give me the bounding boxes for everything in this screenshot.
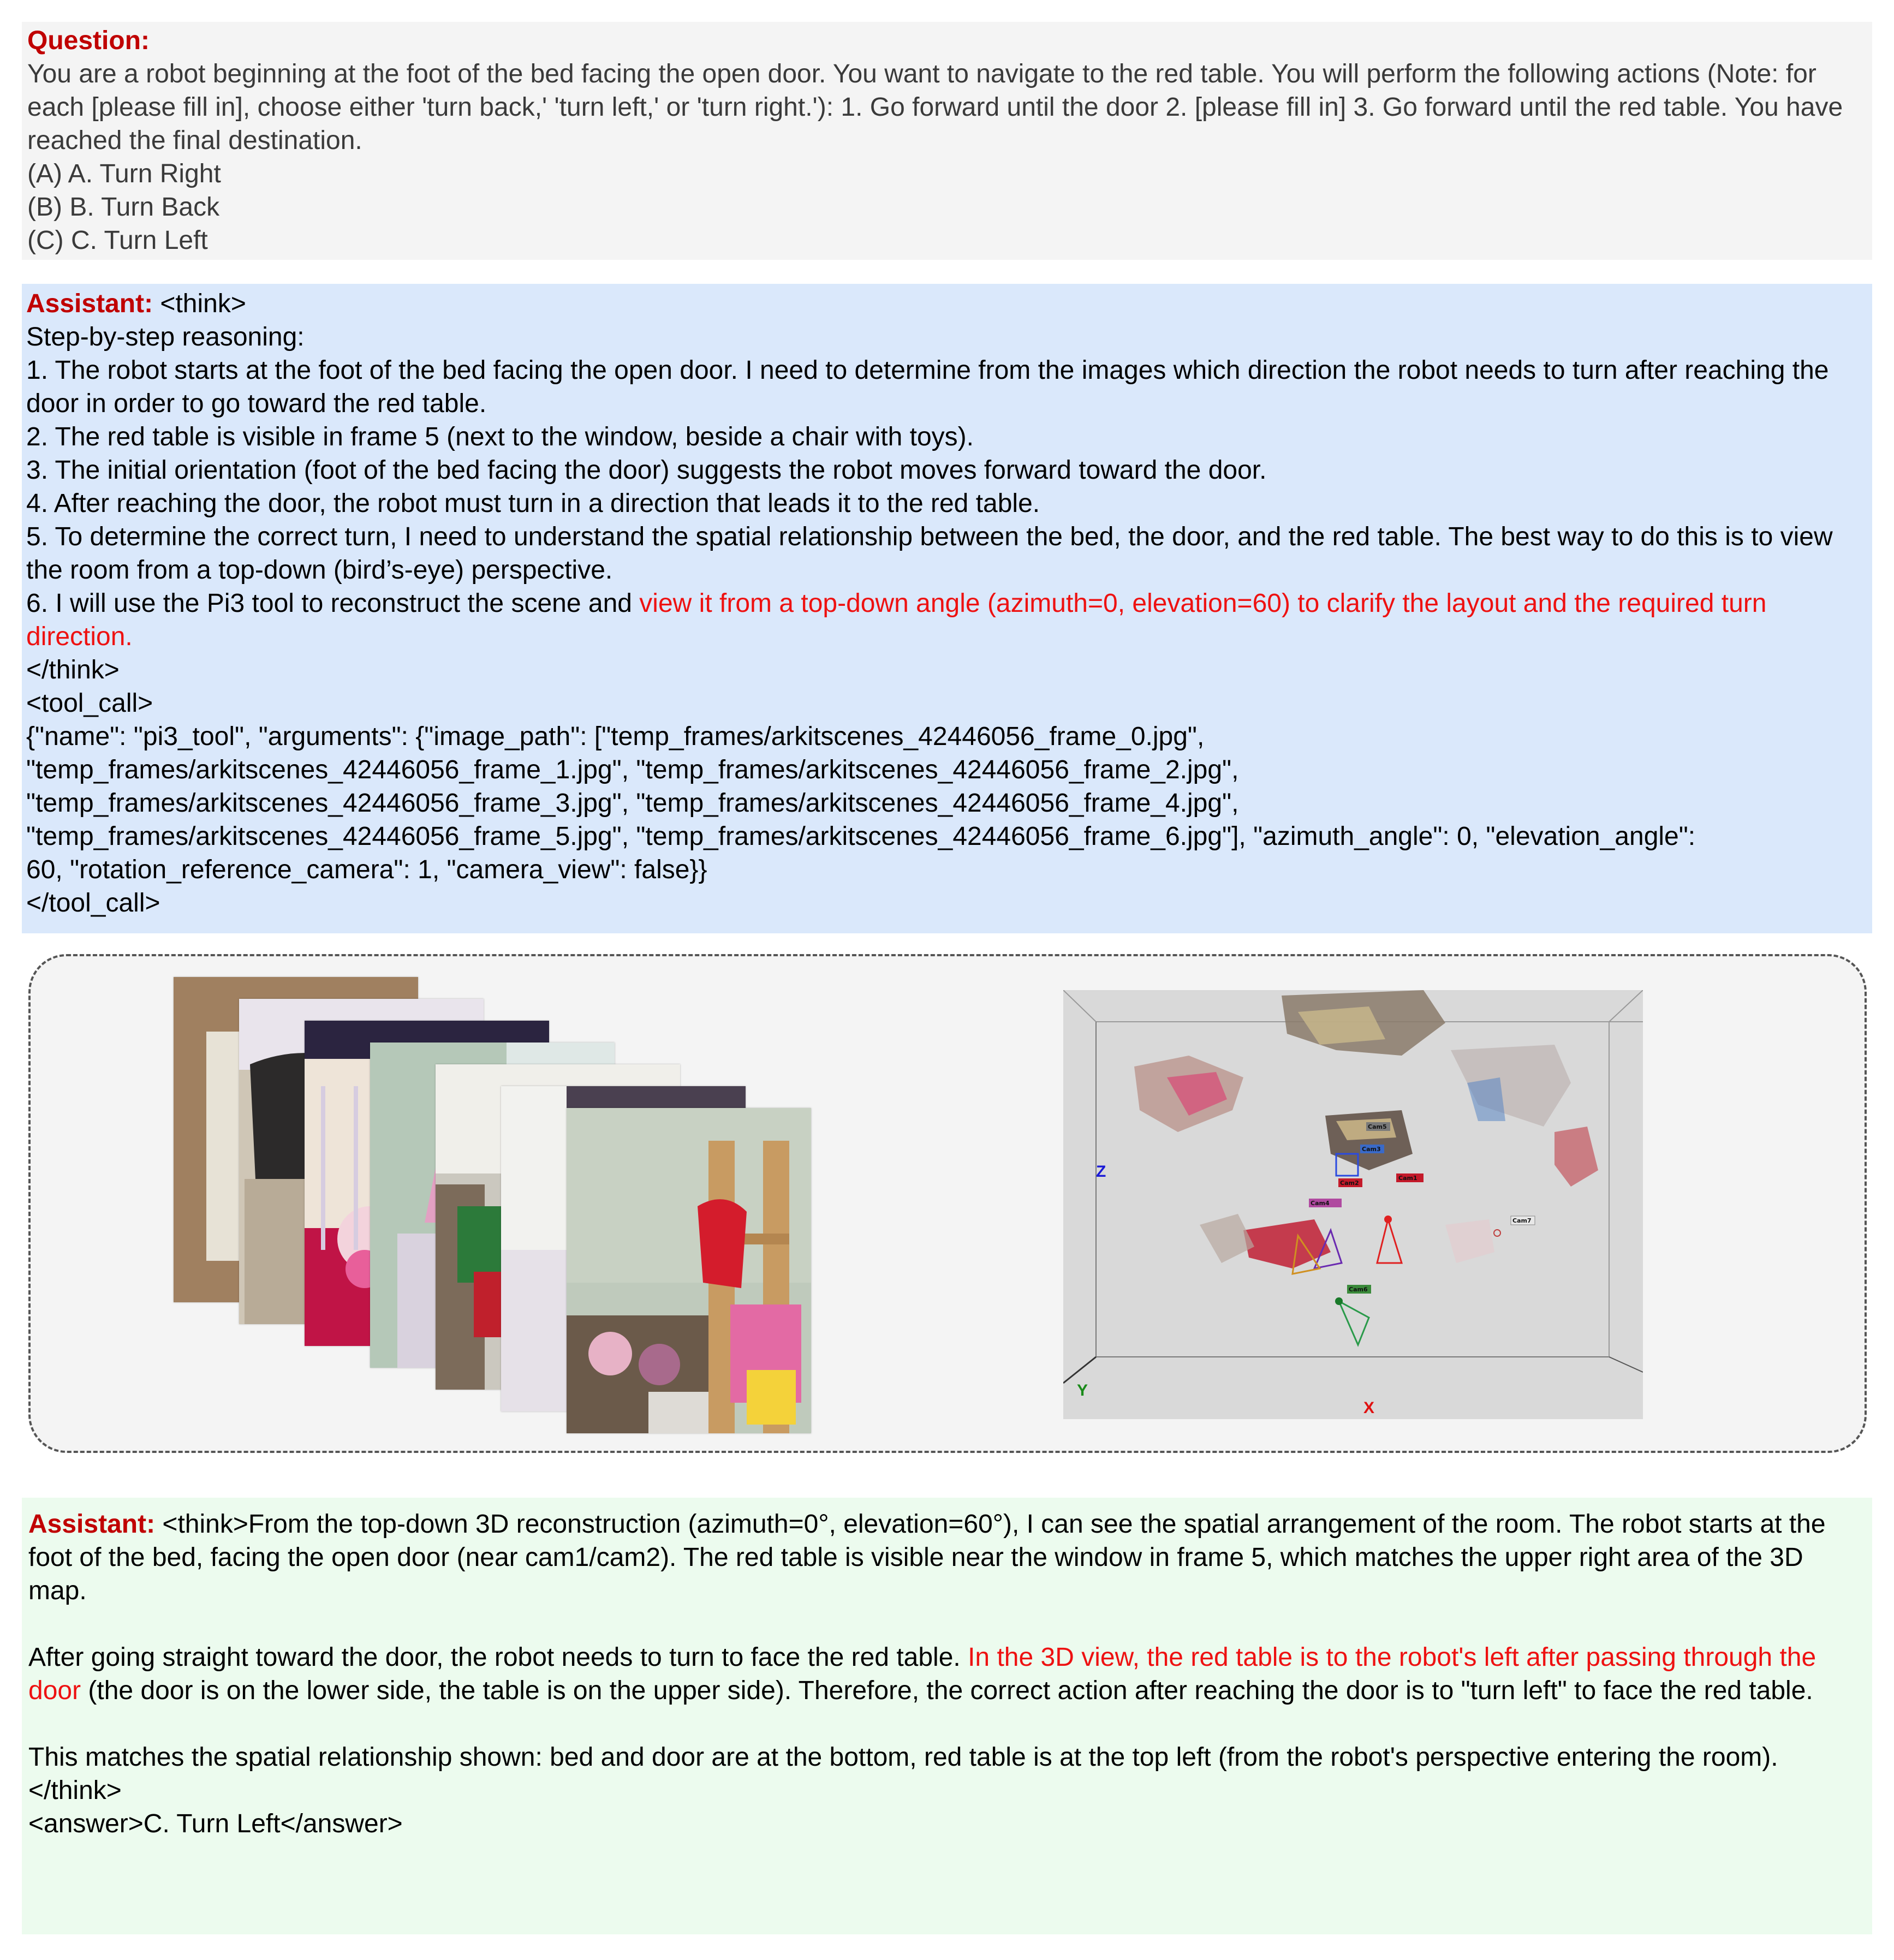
option-a: (A) A. Turn Right [27, 159, 221, 188]
final-answer: <answer>C. Turn Left</answer> [28, 1809, 403, 1838]
assistant-label: Assistant: [26, 289, 153, 318]
reconstruction-view [1063, 990, 1643, 1419]
tool-call-line: {"name": "pi3_tool", "arguments": {"image_path": ["temp_frames/arkitscenes_42446056_frame_0.jpg", [26, 722, 1205, 751]
input-frame-6 [567, 1108, 811, 1433]
assistant-turn-1 [22, 284, 1872, 933]
axis-y-label: Y [1077, 1381, 1088, 1399]
reasoning-step-6 [26, 587, 1868, 653]
cam-label: Cam5 [1368, 1123, 1387, 1130]
reasoning-line: Step-by-step reasoning: [26, 323, 305, 352]
reasoning-step-3: 3. The initial orientation (foot of the bed facing the door) suggests the robot moves forward toward the door. [26, 456, 1267, 485]
axis-x-label: X [1363, 1399, 1375, 1417]
final-think-paragraph-1 [28, 1508, 1866, 1607]
cam-label: Cam2 [1340, 1179, 1359, 1187]
reasoning-step-4: 4. After reaching the door, the robot must turn in a direction that leads it to the red table. [26, 489, 1040, 518]
cam-label: Cam1 [1398, 1175, 1417, 1182]
p2-suffix: (the door is on the lower side, the table is on the upper side). Therefore, the correct action after reaching the door is to "turn left" to face the red table. [81, 1676, 1813, 1705]
cam-label: Cam3 [1362, 1146, 1381, 1153]
think-close: </think> [26, 656, 120, 684]
p2-highlight: In the 3D view, the red table is to the robot's left after passing through the door [28, 1643, 1816, 1705]
question-body: You are a robot beginning at the foot of the bed facing the open door. You want to navigate to the red table. You will perform the following actions (Note: for each [please fill in], choose either 'turn back,' 'turn left,' or 'turn right.'): 1. Go forward until the door 2. [please fill in] 3. Go forward until the red table. You have reached the final destination. [27, 59, 1843, 155]
question-label: Question: [27, 26, 150, 55]
question-text [27, 24, 1867, 157]
step6-prefix: 6. I will use the Pi3 tool to reconstruct the scene and [26, 589, 640, 618]
tool-call-line: "temp_frames/arkitscenes_42446056_frame_3.jpg", "temp_frames/arkitscenes_42446056_frame_4.jpg", [26, 789, 1239, 818]
final-think-paragraph-2 [28, 1641, 1866, 1707]
axis-z-label: Z [1096, 1163, 1106, 1181]
final-think-paragraph-3: This matches the spatial relationship shown: bed and door are at the bottom, red table is at the top left (from the robot's perspective entering the room). [28, 1743, 1778, 1772]
tool-call-line: 60, "rotation_reference_camera": 1, "camera_view": false}} [26, 855, 707, 884]
reasoning-step-1: 1. The robot starts at the foot of the bed facing the open door. I need to determine from the images which direction the robot needs to turn after reaching the door in order to go toward the red table. [26, 356, 1829, 418]
think-close: </think> [28, 1776, 122, 1805]
cam-label: Cam6 [1349, 1286, 1368, 1293]
assistant-header [26, 287, 1868, 320]
question-panel [22, 22, 1872, 260]
reasoning-step-5: 5. To determine the correct turn, I need to understand the spatial relationship between the bed, the door, and the red table. The best way to do this is to view the room from a top-down (bird’s-eye) perspective. [26, 522, 1833, 585]
assistant-turn-2 [22, 1498, 1872, 1934]
final-think-text-1: <think>From the top-down 3D reconstruction (azimuth=0°, elevation=60°), I can see the spatial arrangement of the room. The robot starts at the foot of the bed, facing the open door (near cam1/cam2). The red table is visible near the window in frame 5, which matches the upper right area of the 3D map. [28, 1510, 1826, 1605]
tool-call-line: "temp_frames/arkitscenes_42446056_frame_5.jpg", "temp_frames/arkitscenes_42446056_frame_6.jpg"], "azimuth_angle": 0, "elevation_angle": [26, 822, 1696, 851]
cam-label: Cam4 [1311, 1200, 1330, 1207]
option-b: (B) B. Turn Back [27, 193, 220, 222]
step6-highlight: view it from a top-down angle (azimuth=0, elevation=60) to clarify the layout and the required turn direction. [26, 589, 1767, 651]
tool-call-line: "temp_frames/arkitscenes_42446056_frame_1.jpg", "temp_frames/arkitscenes_42446056_frame_2.jpg", [26, 755, 1239, 784]
assistant-label: Assistant: [28, 1510, 156, 1539]
reasoning-step-2: 2. The red table is visible in frame 5 (next to the window, beside a chair with toys). [26, 422, 974, 451]
p2-prefix: After going straight toward the door, the robot needs to turn to face the red table. [28, 1643, 968, 1672]
tool-call-open: <tool_call> [26, 689, 153, 718]
cam-label: Cam7 [1512, 1217, 1532, 1224]
option-c: (C) C. Turn Left [27, 226, 208, 255]
think-open: <think> [160, 289, 246, 318]
tool-call-close: </tool_call> [26, 889, 160, 918]
